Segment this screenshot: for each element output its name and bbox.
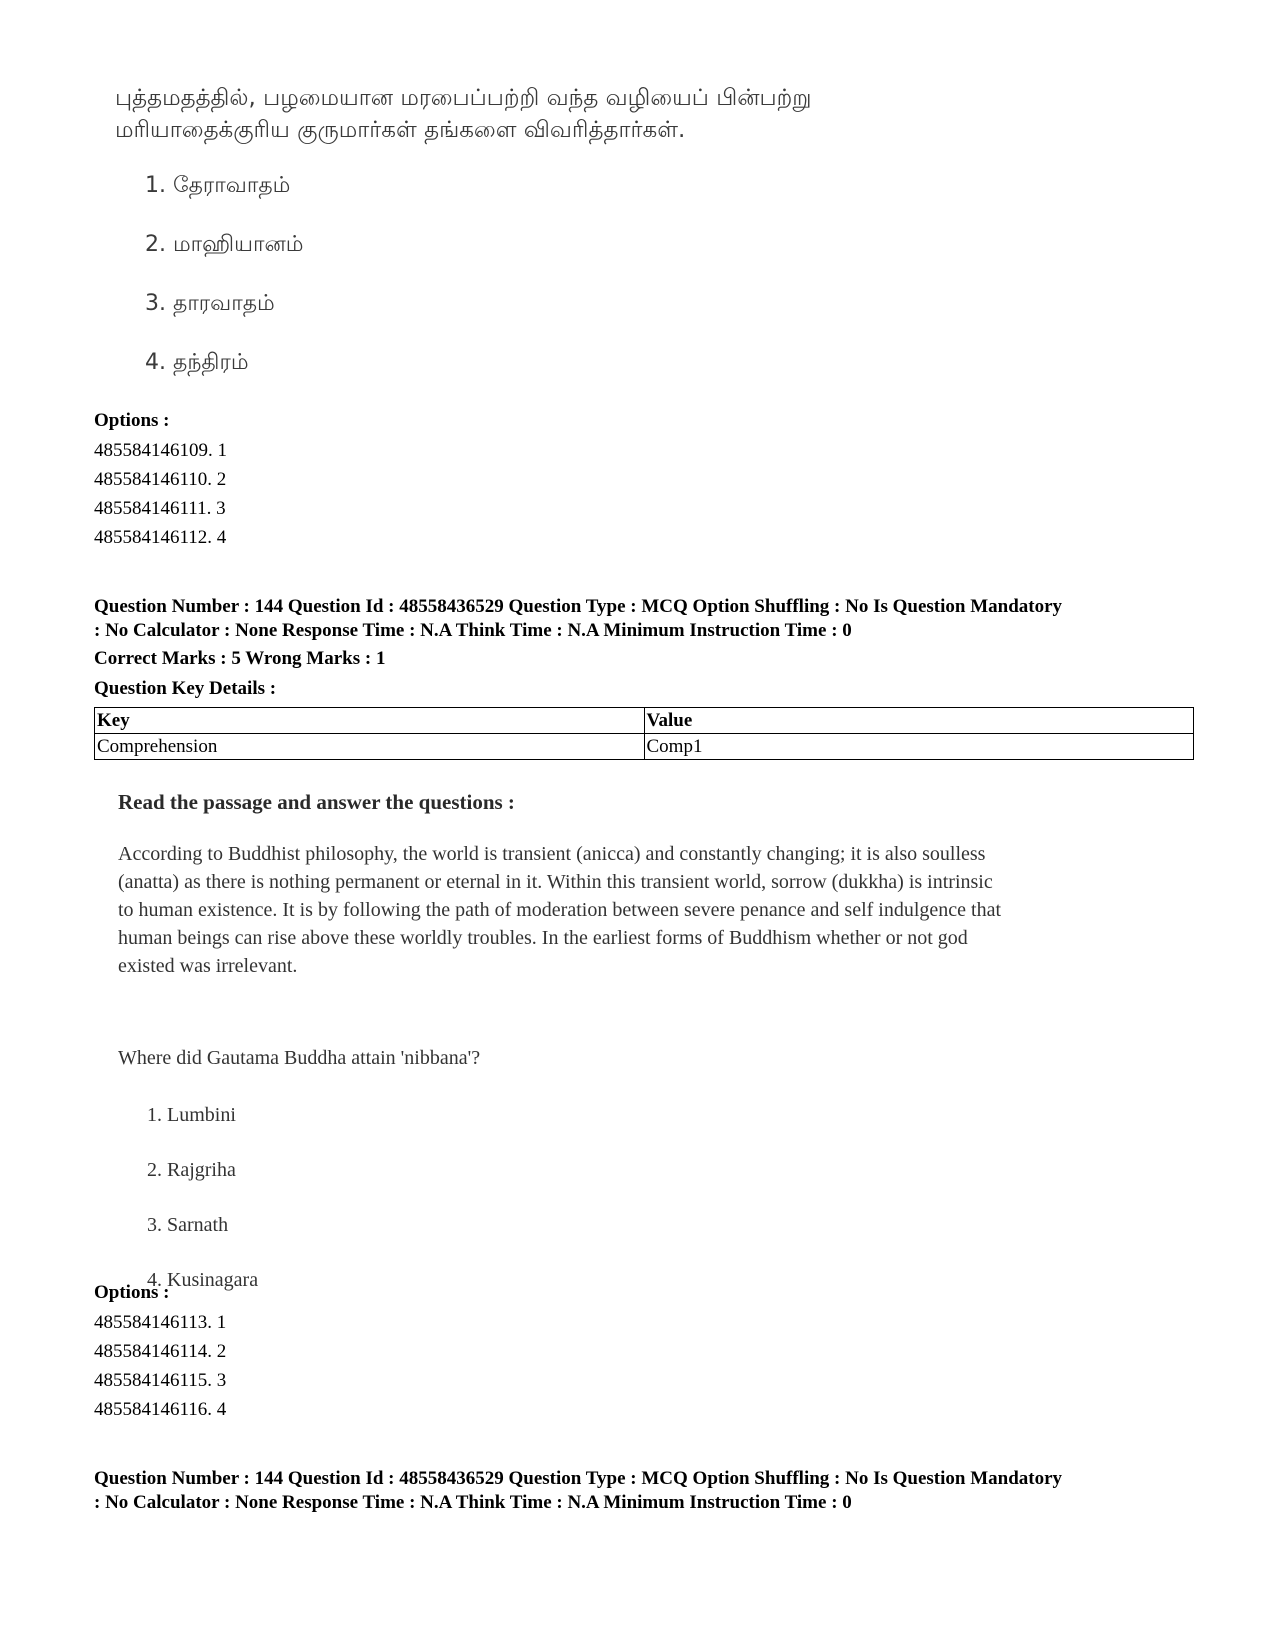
tamil-choice-1: 1. தேராவாதம்: [145, 173, 291, 198]
passage-line-2: (anatta) as there is nothing permanent or eternal in it. Within this transient world, sorrow (dukkha) is intrinsic: [118, 871, 993, 893]
passage-line-4: human beings can rise above these worldly troubles. In the earliest forms of Buddhism whether or not god: [118, 927, 968, 949]
options-list-2: [94, 1308, 226, 1424]
key-details-table: [94, 707, 1194, 760]
passage-title: Read the passage and answer the questions :: [118, 790, 515, 814]
option-id-8: 485584146116. 4: [94, 1399, 227, 1420]
passage-line-3: to human existence. It is by following the path of moderation between severe penance and self indulgence that: [118, 899, 1002, 921]
options-label-2: Options :: [94, 1282, 170, 1303]
table-header-row: [95, 708, 1194, 734]
question-meta-line-2: : No Calculator : None Response Time : N.A Think Time : N.A Minimum Instruction Time : 0: [94, 620, 852, 641]
option-id-1: 485584146109. 1: [94, 440, 227, 461]
option-id-2: 485584146110. 2: [94, 469, 227, 490]
option-id-7: 485584146115. 3: [94, 1370, 227, 1391]
passage-text: [118, 840, 1188, 980]
tamil-choice-4: 4. தந்திரம்: [145, 350, 249, 375]
question-text: Where did Gautama Buddha attain 'nibbana'?: [118, 1047, 481, 1069]
tamil-choice-2: 2. மாஹியானம்: [145, 232, 304, 257]
question-meta-line-1: Question Number : 144 Question Id : 48558436529 Question Type : MCQ Option Shuffling : No Is Question Mandatory: [94, 596, 1063, 617]
tamil-question-stem: [115, 82, 1015, 146]
english-choice-4: 4. Kusinagara: [147, 1269, 259, 1291]
option-id-5: 485584146113. 1: [94, 1312, 227, 1333]
table-header-key: Key: [95, 708, 645, 734]
question-meta: [94, 595, 1194, 643]
next-question-meta: [94, 1467, 1194, 1515]
tamil-choice-3: 3. தாரவாதம்: [145, 291, 275, 316]
tamil-stem-line-2: மரியாதைக்குரிய குருமார்கள் தங்களை விவரித்தார்கள்.: [115, 117, 686, 143]
table-cell-value: Comp1: [644, 734, 1194, 760]
table-cell-key: Comprehension: [95, 734, 645, 760]
passage-line-5: existed was irrelevant.: [118, 955, 298, 977]
option-id-3: 485584146111. 3: [94, 498, 226, 519]
key-details-label: Question Key Details :: [94, 678, 277, 699]
tamil-stem-line-1: புத்தமதத்தில், பழமையான மரபைப்பற்றி வந்த வழியைப் பின்பற்று: [115, 85, 812, 111]
options-list-1: [94, 436, 227, 552]
option-id-4: 485584146112. 4: [94, 527, 227, 548]
table-header-value: Value: [644, 708, 1194, 734]
table-row: [95, 734, 1194, 760]
next-question-meta-line-2: : No Calculator : None Response Time : N.A Think Time : N.A Minimum Instruction Time : 0: [94, 1492, 852, 1513]
passage-line-1: According to Buddhist philosophy, the world is transient (anicca) and constantly changing; it is also soulless: [118, 843, 986, 865]
english-choice-3: 3. Sarnath: [147, 1214, 229, 1236]
tamil-choice-list: [145, 172, 304, 408]
option-id-6: 485584146114. 2: [94, 1341, 227, 1362]
english-choice-2: 2. Rajgriha: [147, 1159, 236, 1181]
options-label-1: Options :: [94, 410, 170, 431]
english-choice-1: 1. Lumbini: [147, 1104, 236, 1126]
marks-line: Correct Marks : 5 Wrong Marks : 1: [94, 648, 386, 669]
next-question-meta-line-1: Question Number : 144 Question Id : 48558436529 Question Type : MCQ Option Shuffling : No Is Question Mandatory: [94, 1468, 1063, 1489]
